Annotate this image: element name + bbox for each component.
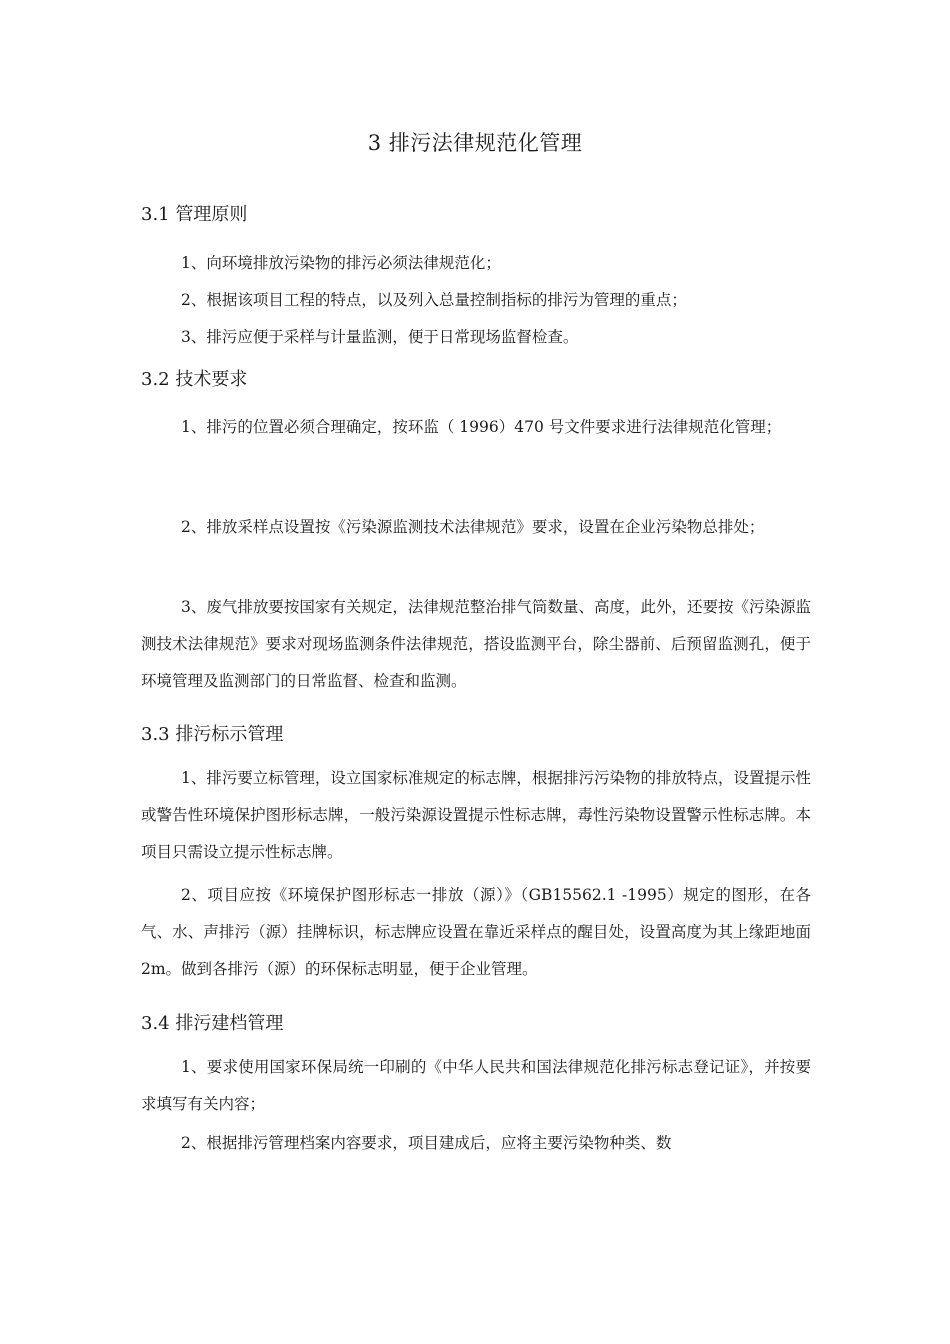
page-title: 3 排污法律规范化管理 [367,131,583,155]
paragraph-3-4-2: 2、根据排污管理档案内容要求，项目建成后，应将主要污染物种类、数 [181,1134,672,1152]
section-heading-3-2: 3.2 技术要求 [141,369,248,390]
paragraph-3-1-2: 2、根据该项目工程的特点，以及列入总量控制指标的排污为管理的重点； [181,291,687,309]
paragraph-3-4-1: 1、要求使用国家环保局统一印刷的《中华人民共和国法律规范化排污标志登记证》，并按要求填写有关内容； [141,1058,811,1113]
section-heading-3-4: 3.4 排污建档管理 [141,1013,284,1034]
section-heading-3-3: 3.3 排污标示管理 [141,724,284,745]
paragraph-3-2-2: 2、排放采样点设置按《污染源监测技术法律规范》要求，设置在企业污染物总排处； [181,518,765,536]
section-heading-3-1: 3.1 管理原则 [141,204,248,225]
paragraph-3-3-1: 1、排污要立标管理，设立国家标准规定的标志牌，根据排污污染物的排放特点，设置提示性或警告性环境保护图形标志牌，一般污染源设置提示性标志牌，毒性污染物设置警示性标志牌。本项目只需设立提示性标志牌。 [141,769,811,861]
paragraph-3-1-1: 1、向环境排放污染物的排污必须法律规范化； [181,254,501,272]
paragraph-3-2-1: 1、排污的位置必须合理确定，按环监（ 1996）470 号文件要求进行法律规范化管理； [181,418,782,436]
paragraph-3-2-3: 3、废气排放要按国家有关规定，法律规范整治排气筒数量、高度，此外，还要按《污染源监测技术法律规范》要求对现场监测条件法律规范，搭设监测平台，除尘器前、后预留监测孔，便于环境管理及监测部门的日常监督、检查和监测。 [141,598,811,690]
paragraph-3-1-3: 3、排污应便于采样与计量监测，便于日常现场监督检查。 [181,328,579,346]
paragraph-3-3-2: 2、项目应按《环境保护图形标志一排放（源）》（GB15562.1 -1995）规定的图形，在各气、水、声排污（源）挂牌标识，标志牌应设置在靠近采样点的醒目处，设置高度为其上缘距地面 2m。做到各排污（源）的环保标志明显，便于企业管理。 [141,886,811,978]
